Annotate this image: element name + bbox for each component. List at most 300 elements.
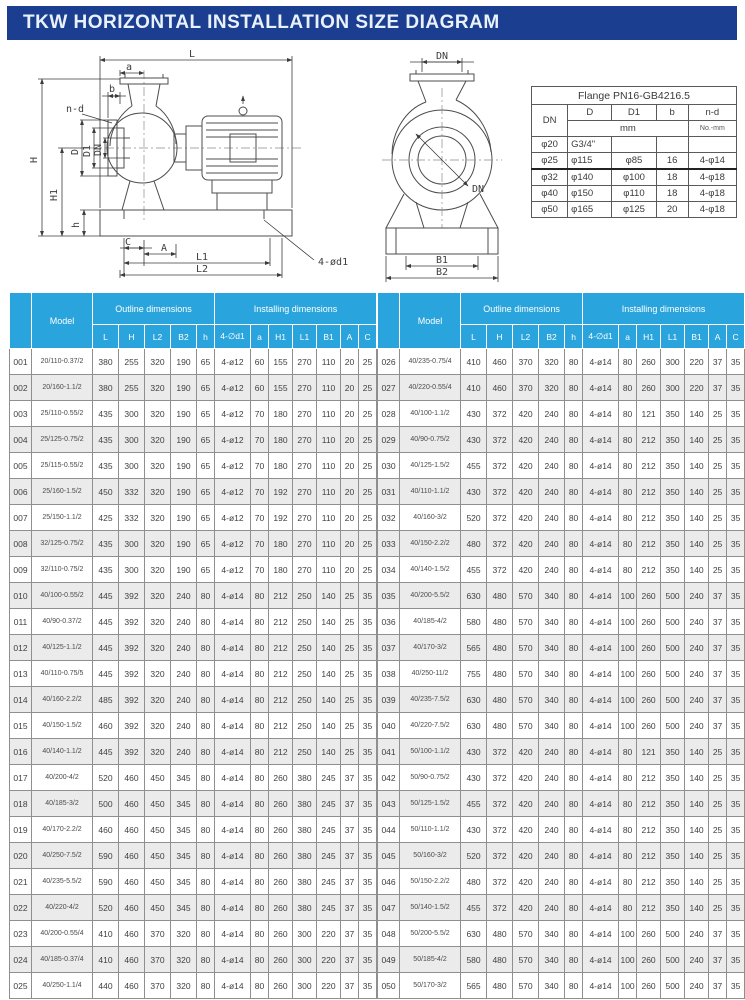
value-cell: 570 — [513, 921, 539, 947]
value-cell: 372 — [487, 479, 513, 505]
model-cell: 50/90-0.75/2 — [400, 765, 461, 791]
value-cell: 372 — [487, 817, 513, 843]
value-cell: 121 — [637, 739, 661, 765]
value-cell: 4-ø12 — [215, 401, 251, 427]
value-cell: 80 — [251, 687, 269, 713]
table-row — [10, 843, 377, 869]
value-cell: 370 — [513, 349, 539, 375]
value-cell: 80 — [619, 557, 637, 583]
model-cell: 40/250-11/2 — [400, 661, 461, 687]
value-cell: 345 — [171, 843, 197, 869]
value-cell: 37 — [341, 869, 359, 895]
value-cell: 110 — [317, 531, 341, 557]
header-col-C: C — [359, 325, 377, 349]
flange-value-cell: φ140 — [568, 169, 612, 186]
value-cell: 430 — [461, 479, 487, 505]
table-row — [378, 401, 745, 427]
row-number-cell: 034 — [378, 557, 400, 583]
value-cell: 220 — [317, 947, 341, 973]
value-cell: 320 — [145, 349, 171, 375]
value-cell: 4-ø14 — [583, 609, 619, 635]
value-cell: 20 — [341, 505, 359, 531]
value-cell: 320 — [145, 531, 171, 557]
value-cell: 590 — [93, 869, 119, 895]
value-cell: 80 — [565, 765, 583, 791]
value-cell: 140 — [317, 661, 341, 687]
value-cell: 100 — [619, 713, 637, 739]
value-cell: 460 — [487, 375, 513, 401]
value-cell: 212 — [269, 661, 293, 687]
value-cell: 80 — [251, 973, 269, 999]
value-cell: 110 — [317, 557, 341, 583]
table-row — [10, 895, 377, 921]
value-cell: 4-ø14 — [583, 375, 619, 401]
value-cell: 240 — [685, 661, 709, 687]
value-cell: 80 — [197, 817, 215, 843]
value-cell: 4-ø14 — [583, 869, 619, 895]
row-number-cell: 022 — [10, 895, 32, 921]
value-cell: 420 — [513, 791, 539, 817]
value-cell: 80 — [619, 453, 637, 479]
value-cell: 70 — [251, 531, 269, 557]
value-cell: 80 — [565, 791, 583, 817]
value-cell: 25 — [359, 479, 377, 505]
value-cell: 380 — [293, 791, 317, 817]
value-cell: 240 — [171, 661, 197, 687]
value-cell: 140 — [685, 817, 709, 843]
value-cell: 100 — [619, 947, 637, 973]
row-number-cell: 004 — [10, 427, 32, 453]
value-cell: 212 — [637, 427, 661, 453]
value-cell: 25 — [709, 869, 727, 895]
row-number-cell: 049 — [378, 947, 400, 973]
value-cell: 350 — [661, 817, 685, 843]
value-cell: 80 — [251, 817, 269, 843]
value-cell: 35 — [727, 401, 745, 427]
value-cell: 180 — [269, 427, 293, 453]
value-cell: 410 — [461, 375, 487, 401]
value-cell: 345 — [171, 765, 197, 791]
value-cell: 35 — [727, 635, 745, 661]
row-number-cell: 029 — [378, 427, 400, 453]
value-cell: 25 — [709, 557, 727, 583]
value-cell: 320 — [171, 973, 197, 999]
value-cell: 4-ø14 — [215, 973, 251, 999]
table-row — [10, 817, 377, 843]
value-cell: 35 — [727, 765, 745, 791]
value-cell: 240 — [685, 973, 709, 999]
table-row — [378, 947, 745, 973]
value-cell: 260 — [637, 947, 661, 973]
value-cell: 100 — [619, 609, 637, 635]
flange-table-row — [532, 186, 737, 202]
value-cell: 140 — [685, 739, 709, 765]
value-cell: 4-ø14 — [583, 817, 619, 843]
value-cell: 460 — [93, 713, 119, 739]
flange-value-cell: G3/4" — [568, 137, 612, 153]
value-cell: 380 — [93, 349, 119, 375]
header-outline-group: Outline dimensions — [461, 293, 583, 325]
header-col-B1: B1 — [685, 325, 709, 349]
value-cell: 110 — [317, 375, 341, 401]
value-cell: 240 — [539, 895, 565, 921]
value-cell: 35 — [727, 817, 745, 843]
dim-label-H1: H1 — [49, 188, 60, 202]
row-number-cell: 032 — [378, 505, 400, 531]
value-cell: 350 — [661, 479, 685, 505]
flange-value-cell: 20 — [656, 202, 688, 218]
value-cell: 4-ø14 — [215, 791, 251, 817]
flange-table-row — [532, 169, 737, 186]
value-cell: 4-ø14 — [583, 765, 619, 791]
value-cell: 435 — [93, 401, 119, 427]
row-number-cell: 039 — [378, 687, 400, 713]
value-cell: 340 — [539, 687, 565, 713]
value-cell: 320 — [145, 375, 171, 401]
header-col-L: L — [461, 325, 487, 349]
value-cell: 80 — [251, 843, 269, 869]
value-cell: 25 — [709, 453, 727, 479]
value-cell: 37 — [709, 583, 727, 609]
table-row — [378, 973, 745, 999]
table-row — [378, 687, 745, 713]
value-cell: 80 — [565, 843, 583, 869]
value-cell: 430 — [461, 765, 487, 791]
value-cell: 220 — [685, 375, 709, 401]
value-cell: 350 — [661, 869, 685, 895]
value-cell: 80 — [251, 895, 269, 921]
model-cell: 25/125-0.75/2 — [32, 427, 93, 453]
table-row — [10, 427, 377, 453]
value-cell: 500 — [661, 973, 685, 999]
value-cell: 80 — [197, 791, 215, 817]
value-cell: 35 — [727, 453, 745, 479]
value-cell: 350 — [661, 765, 685, 791]
row-number-cell: 044 — [378, 817, 400, 843]
value-cell: 37 — [341, 791, 359, 817]
value-cell: 20 — [341, 427, 359, 453]
header-outline-group: Outline dimensions — [93, 293, 215, 325]
value-cell: 260 — [637, 687, 661, 713]
value-cell: 70 — [251, 479, 269, 505]
drawing-zone — [0, 44, 745, 288]
row-number-cell: 035 — [378, 583, 400, 609]
value-cell: 80 — [619, 765, 637, 791]
value-cell: 372 — [487, 765, 513, 791]
row-number-cell: 011 — [10, 609, 32, 635]
value-cell: 260 — [637, 609, 661, 635]
table-row — [378, 505, 745, 531]
dim-label-B2: B2 — [435, 267, 449, 278]
value-cell: 20 — [341, 401, 359, 427]
dim-label-D: D — [70, 148, 81, 156]
value-cell: 80 — [565, 661, 583, 687]
value-cell: 420 — [513, 479, 539, 505]
value-cell: 140 — [685, 453, 709, 479]
value-cell: 270 — [293, 349, 317, 375]
value-cell: 80 — [565, 375, 583, 401]
value-cell: 35 — [727, 947, 745, 973]
row-number-cell: 013 — [10, 661, 32, 687]
value-cell: 260 — [637, 661, 661, 687]
table-row — [10, 505, 377, 531]
table-row — [378, 791, 745, 817]
value-cell: 220 — [685, 349, 709, 375]
value-cell: 240 — [685, 687, 709, 713]
value-cell: 340 — [539, 947, 565, 973]
value-cell: 435 — [93, 557, 119, 583]
value-cell: 372 — [487, 531, 513, 557]
flange-table-title: Flange PN16-GB4216.5 — [532, 87, 737, 105]
value-cell: 80 — [251, 921, 269, 947]
table-row — [378, 557, 745, 583]
table-row — [10, 973, 377, 999]
row-number-cell: 002 — [10, 375, 32, 401]
table-row — [10, 713, 377, 739]
value-cell: 520 — [93, 765, 119, 791]
value-cell: 212 — [269, 713, 293, 739]
value-cell: 110 — [317, 349, 341, 375]
model-cell: 32/125-0.75/2 — [32, 531, 93, 557]
value-cell: 345 — [171, 895, 197, 921]
value-cell: 4-ø12 — [215, 531, 251, 557]
model-cell: 20/160-1.1/2 — [32, 375, 93, 401]
value-cell: 35 — [359, 921, 377, 947]
pump-side-view-drawing — [24, 48, 360, 286]
flange-dn-cell: φ20 — [532, 137, 568, 153]
value-cell: 455 — [461, 557, 487, 583]
value-cell: 110 — [317, 401, 341, 427]
value-cell: 250 — [293, 583, 317, 609]
value-cell: 190 — [171, 349, 197, 375]
flange-col-nd: n-d — [688, 105, 736, 121]
value-cell: 35 — [727, 583, 745, 609]
value-cell: 480 — [461, 531, 487, 557]
model-cell: 40/100-0.55/2 — [32, 583, 93, 609]
value-cell: 35 — [359, 583, 377, 609]
model-cell: 40/150-2.2/2 — [400, 531, 461, 557]
value-cell: 4-ø14 — [583, 973, 619, 999]
value-cell: 460 — [119, 765, 145, 791]
value-cell: 520 — [93, 895, 119, 921]
value-cell: 445 — [93, 661, 119, 687]
value-cell: 445 — [93, 739, 119, 765]
value-cell: 80 — [197, 921, 215, 947]
flange-value-cell: φ110 — [612, 186, 656, 202]
value-cell: 240 — [685, 921, 709, 947]
row-number-cell: 043 — [378, 791, 400, 817]
value-cell: 4-ø14 — [215, 869, 251, 895]
header-col-B2: B2 — [539, 325, 565, 349]
dim-label-L2: L2 — [195, 264, 209, 275]
value-cell: 320 — [145, 583, 171, 609]
value-cell: 270 — [293, 375, 317, 401]
value-cell: 260 — [637, 635, 661, 661]
value-cell: 192 — [269, 505, 293, 531]
value-cell: 35 — [727, 791, 745, 817]
value-cell: 250 — [293, 635, 317, 661]
table-row — [378, 739, 745, 765]
header-col-L1: L1 — [293, 325, 317, 349]
value-cell: 35 — [359, 947, 377, 973]
value-cell: 240 — [539, 791, 565, 817]
value-cell: 25 — [709, 479, 727, 505]
value-cell: 80 — [619, 349, 637, 375]
value-cell: 480 — [487, 947, 513, 973]
row-number-cell: 045 — [378, 843, 400, 869]
value-cell: 255 — [119, 375, 145, 401]
value-cell: 260 — [269, 947, 293, 973]
row-number-cell: 042 — [378, 765, 400, 791]
table-row — [378, 713, 745, 739]
value-cell: 340 — [539, 921, 565, 947]
value-cell: 180 — [269, 401, 293, 427]
model-cell: 40/220-7.5/2 — [400, 713, 461, 739]
dim-label-a: a — [125, 62, 133, 73]
value-cell: 25 — [709, 817, 727, 843]
value-cell: 420 — [513, 817, 539, 843]
value-cell: 20 — [341, 479, 359, 505]
value-cell: 20 — [341, 349, 359, 375]
value-cell: 4-ø14 — [583, 739, 619, 765]
value-cell: 500 — [661, 921, 685, 947]
model-cell: 50/100-1.1/2 — [400, 739, 461, 765]
value-cell: 190 — [171, 557, 197, 583]
header-col-L2: L2 — [145, 325, 171, 349]
header-model: Model — [32, 293, 93, 349]
value-cell: 250 — [293, 687, 317, 713]
model-cell: 40/140-1.1/2 — [32, 739, 93, 765]
value-cell: 70 — [251, 401, 269, 427]
value-cell: 4-ø14 — [215, 609, 251, 635]
value-cell: 35 — [727, 869, 745, 895]
row-number-cell: 012 — [10, 635, 32, 661]
value-cell: 570 — [513, 713, 539, 739]
value-cell: 4-ø14 — [583, 843, 619, 869]
value-cell: 340 — [539, 609, 565, 635]
value-cell: 4-ø14 — [215, 739, 251, 765]
value-cell: 260 — [637, 973, 661, 999]
value-cell: 80 — [565, 453, 583, 479]
value-cell: 245 — [317, 869, 341, 895]
value-cell: 380 — [293, 817, 317, 843]
value-cell: 180 — [269, 453, 293, 479]
value-cell: 4-ø12 — [215, 479, 251, 505]
value-cell: 460 — [93, 817, 119, 843]
value-cell: 460 — [119, 817, 145, 843]
value-cell: 37 — [709, 947, 727, 973]
row-number-cell: 037 — [378, 635, 400, 661]
value-cell: 25 — [341, 583, 359, 609]
value-cell: 300 — [293, 973, 317, 999]
value-cell: 80 — [565, 921, 583, 947]
row-number-cell: 010 — [10, 583, 32, 609]
value-cell: 240 — [171, 583, 197, 609]
value-cell: 455 — [461, 453, 487, 479]
value-cell: 80 — [619, 505, 637, 531]
value-cell: 35 — [359, 687, 377, 713]
value-cell: 4-ø14 — [215, 895, 251, 921]
value-cell: 240 — [539, 765, 565, 791]
value-cell: 80 — [197, 843, 215, 869]
value-cell: 4-ø14 — [583, 401, 619, 427]
value-cell: 392 — [119, 739, 145, 765]
value-cell: 140 — [685, 765, 709, 791]
value-cell: 80 — [197, 713, 215, 739]
value-cell: 570 — [513, 687, 539, 713]
row-number-cell: 001 — [10, 349, 32, 375]
value-cell: 260 — [637, 921, 661, 947]
value-cell: 140 — [685, 401, 709, 427]
flange-table-body — [532, 137, 737, 218]
value-cell: 320 — [145, 505, 171, 531]
row-number-cell: 030 — [378, 453, 400, 479]
model-cell: 50/125-1.5/2 — [400, 791, 461, 817]
model-cell: 32/110-0.75/2 — [32, 557, 93, 583]
flange-unit-mm: mm — [568, 121, 689, 137]
model-cell: 50/185-4/2 — [400, 947, 461, 973]
value-cell: 570 — [513, 635, 539, 661]
value-cell: 190 — [171, 375, 197, 401]
value-cell: 4-ø12 — [215, 557, 251, 583]
row-number-cell: 024 — [10, 947, 32, 973]
value-cell: 4-ø14 — [215, 921, 251, 947]
value-cell: 80 — [565, 427, 583, 453]
model-cell: 25/160-1.5/2 — [32, 479, 93, 505]
value-cell: 80 — [565, 479, 583, 505]
value-cell: 140 — [317, 635, 341, 661]
value-cell: 35 — [359, 869, 377, 895]
value-cell: 500 — [661, 583, 685, 609]
value-cell: 37 — [341, 921, 359, 947]
value-cell: 80 — [197, 583, 215, 609]
value-cell: 270 — [293, 401, 317, 427]
value-cell: 245 — [317, 791, 341, 817]
value-cell: 240 — [539, 479, 565, 505]
value-cell: 480 — [487, 973, 513, 999]
model-cell: 40/250-1.1/4 — [32, 973, 93, 999]
value-cell: 570 — [513, 661, 539, 687]
value-cell: 37 — [709, 661, 727, 687]
value-cell: 350 — [661, 791, 685, 817]
header-col-a: a — [251, 325, 269, 349]
model-cell: 40/125-1.5/2 — [400, 453, 461, 479]
header-col-H: H — [487, 325, 513, 349]
row-number-cell: 050 — [378, 973, 400, 999]
value-cell: 380 — [293, 765, 317, 791]
row-number-cell: 028 — [378, 401, 400, 427]
value-cell: 140 — [685, 895, 709, 921]
value-cell: 4-ø14 — [215, 583, 251, 609]
value-cell: 4-ø12 — [215, 349, 251, 375]
dimension-table-left — [9, 292, 377, 999]
value-cell: 260 — [637, 349, 661, 375]
model-cell: 40/160-3/2 — [400, 505, 461, 531]
model-cell: 40/235-7.5/2 — [400, 687, 461, 713]
value-cell: 4-ø12 — [215, 375, 251, 401]
flange-value-cell — [656, 137, 688, 153]
value-cell: 260 — [637, 583, 661, 609]
model-cell: 40/125-1.1/2 — [32, 635, 93, 661]
value-cell: 630 — [461, 687, 487, 713]
model-cell: 40/90-0.75/2 — [400, 427, 461, 453]
value-cell: 320 — [171, 921, 197, 947]
value-cell: 25 — [341, 687, 359, 713]
value-cell: 590 — [93, 843, 119, 869]
value-cell: 80 — [565, 947, 583, 973]
value-cell: 140 — [685, 869, 709, 895]
value-cell: 372 — [487, 791, 513, 817]
